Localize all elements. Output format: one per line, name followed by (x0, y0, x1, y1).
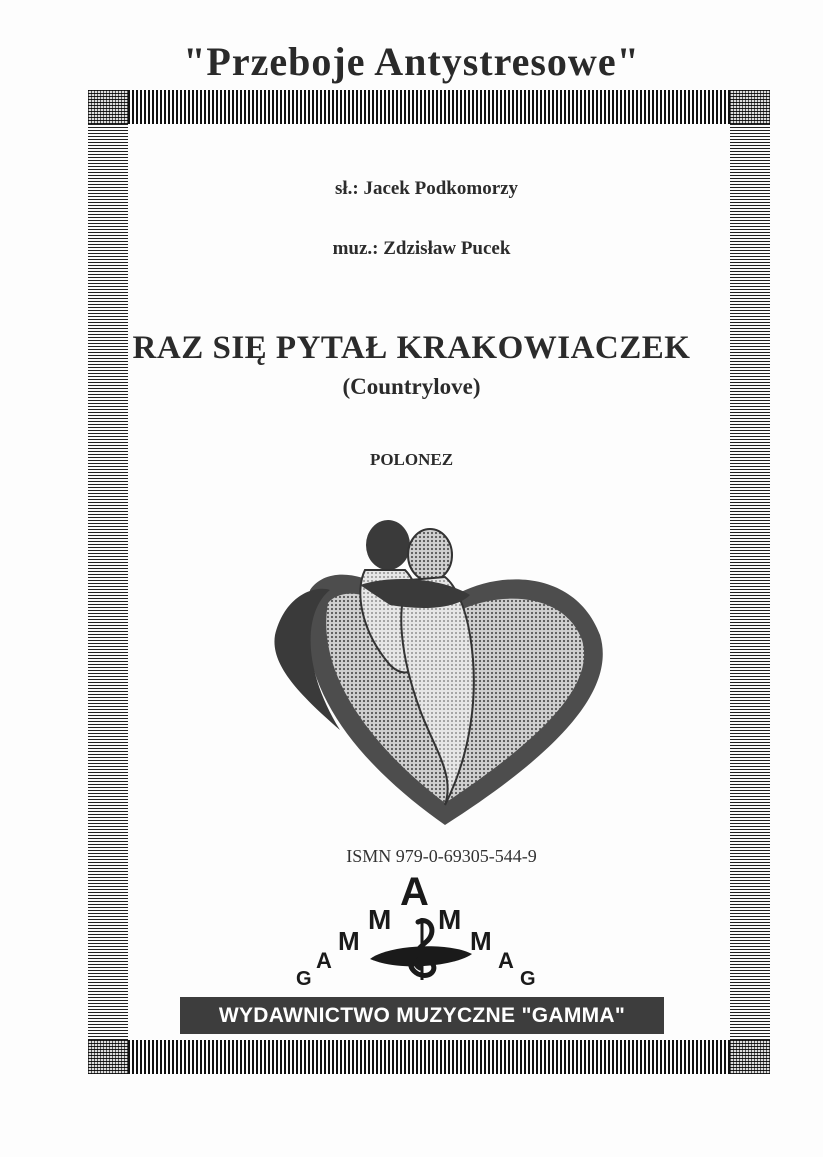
logo-letter: M (470, 926, 492, 956)
song-title: RAZ SIĘ PYTAŁ KRAKOWIACZEK (132, 330, 691, 366)
heart-couple-illustration (270, 515, 615, 835)
frame-corner-top-left (88, 90, 128, 124)
frame-top-band (88, 90, 768, 124)
logo-letter: A (316, 948, 332, 973)
logo-letter: M (338, 926, 360, 956)
logo-letter: A (498, 948, 514, 973)
series-title: "Przeboje Antystresowe" (183, 39, 640, 84)
frame-right-band (730, 124, 770, 1040)
lyrics-credit: sł.: Jacek Podkomorzy (334, 178, 519, 199)
logo-letter: G (520, 968, 536, 990)
music-credit: muz.: Zdzisław Pucek (332, 238, 511, 259)
frame-corner-bottom-right (730, 1040, 770, 1074)
song-subtitle: (Countrylove) (342, 374, 481, 399)
publisher-banner: WYDAWNICTWO MUZYCZNE "GAMMA" (180, 997, 664, 1034)
frame-corner-bottom-left (88, 1040, 128, 1074)
logo-letter: A (400, 870, 429, 914)
frame-left-band (88, 124, 128, 1040)
logo-letter: G (296, 968, 312, 990)
frame-bottom-band (88, 1040, 768, 1074)
genre-label: POLONEZ (369, 450, 454, 469)
logo-letter: M (368, 904, 392, 935)
logo-letter: M (438, 904, 462, 935)
ismn-number: ISMN 979-0-69305-544-9 (346, 846, 537, 866)
frame-corner-top-right (730, 90, 770, 124)
treble-clef-icon (360, 914, 480, 984)
gamma-logo (290, 870, 550, 995)
